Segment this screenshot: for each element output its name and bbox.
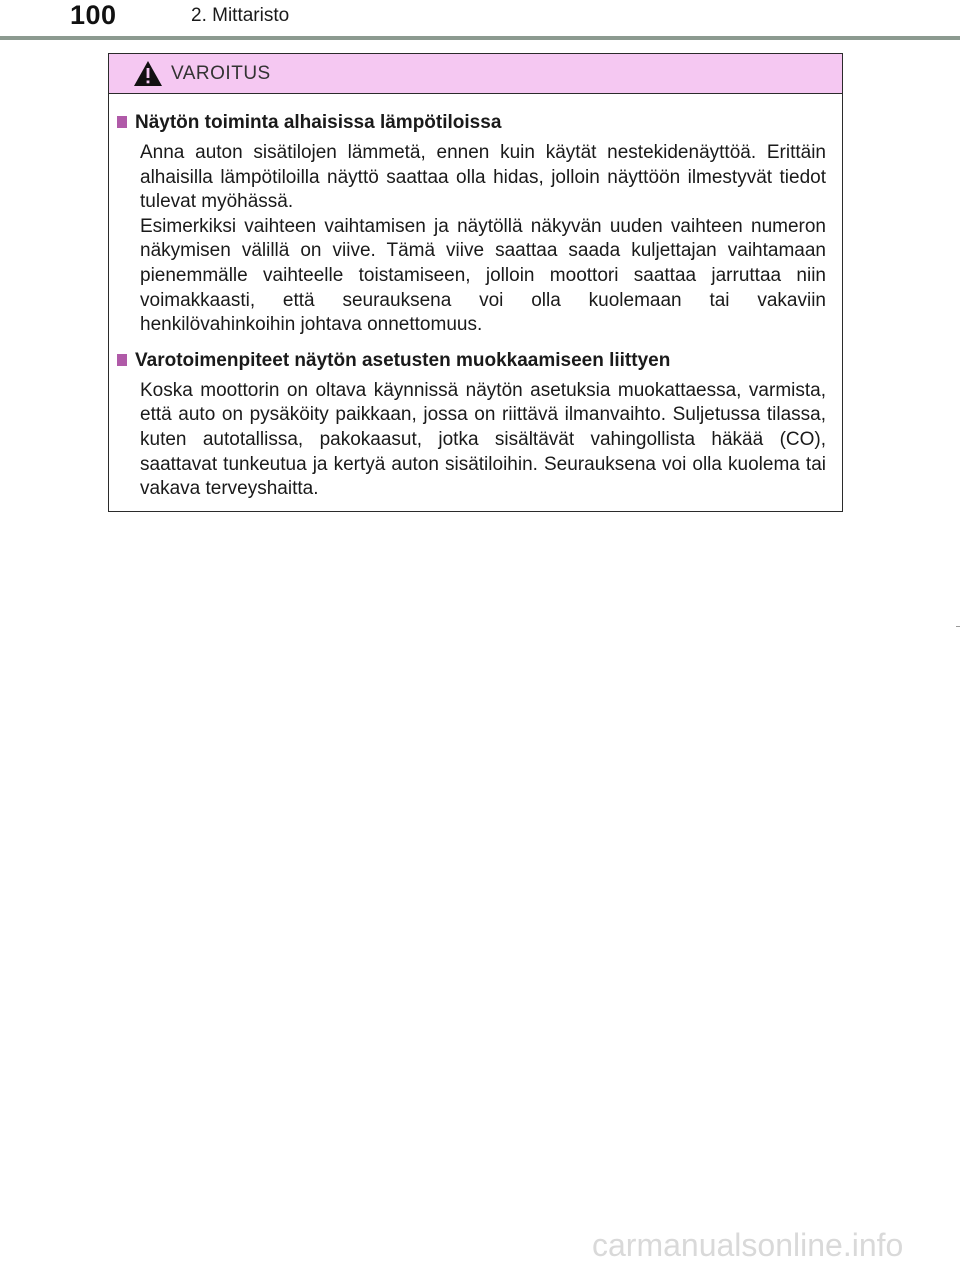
paragraph: Anna auton sisätilojen lämmetä, ennen kuin käytät nestekidenäyttöä. Erittäin alhaisilla lämpötiloilla näyttö saattaa olla hidas, jolloin näyttöön ilmestyvät tiedot tulevat myöhässä. — [140, 142, 826, 213]
page-header — [0, 0, 960, 40]
section-heading-text: Näytön toiminta alhaisissa lämpötiloissa — [135, 112, 502, 133]
warning-content — [109, 94, 842, 502]
section-heading — [117, 110, 826, 135]
section-heading — [117, 348, 826, 373]
warning-label: VAROITUS — [171, 63, 271, 84]
warning-section-cold — [117, 110, 826, 338]
bullet-square-icon — [117, 354, 127, 366]
header-rule — [0, 36, 960, 40]
section-heading-text: Varotoimenpiteet näytön asetusten muokkaamiseen liittyen — [135, 349, 671, 371]
warning-box — [108, 53, 843, 512]
watermark: carmanualsonline.info — [592, 1227, 904, 1263]
bullet-square-icon — [117, 116, 127, 128]
page-number: 100 — [70, 0, 117, 30]
warning-triangle-icon — [133, 60, 163, 87]
warning-header — [109, 54, 842, 94]
warning-section-settings — [117, 348, 826, 502]
paragraph: Esimerkiksi vaihteen vaihtamisen ja näytöllä näkyvän uuden vaihteen numeron näkymisen välillä on viive. Tämä viive saattaa saada kuljettajan vaihtamaan pienemmälle vaihteelle toistamiseen, jolloin moottori saattaa jarruttaa niin voimakkaasti, että seurauksena voi olla kuolemaan tai vakaviin henkilövahinkoihin johtava onnettomuus. — [140, 215, 826, 336]
paragraph: Koska moottorin on oltava käynnissä näytön asetuksia muokattaessa, varmista, että auto on pysäköity paikkaan, jossa on riittävä ilmanvaihto. Suljetussa tilassa, kuten autotallissa, pakokaasut, jotka sisältävät vahingollista häkää (CO), saattavat tunkeutua ja kertyä auton sisätiloihin. Seurauksena voi olla kuolema tai vakava terveyshaitta. — [140, 379, 826, 500]
edge-tick — [956, 626, 960, 627]
section-title: 2. Mittaristo — [191, 5, 290, 26]
